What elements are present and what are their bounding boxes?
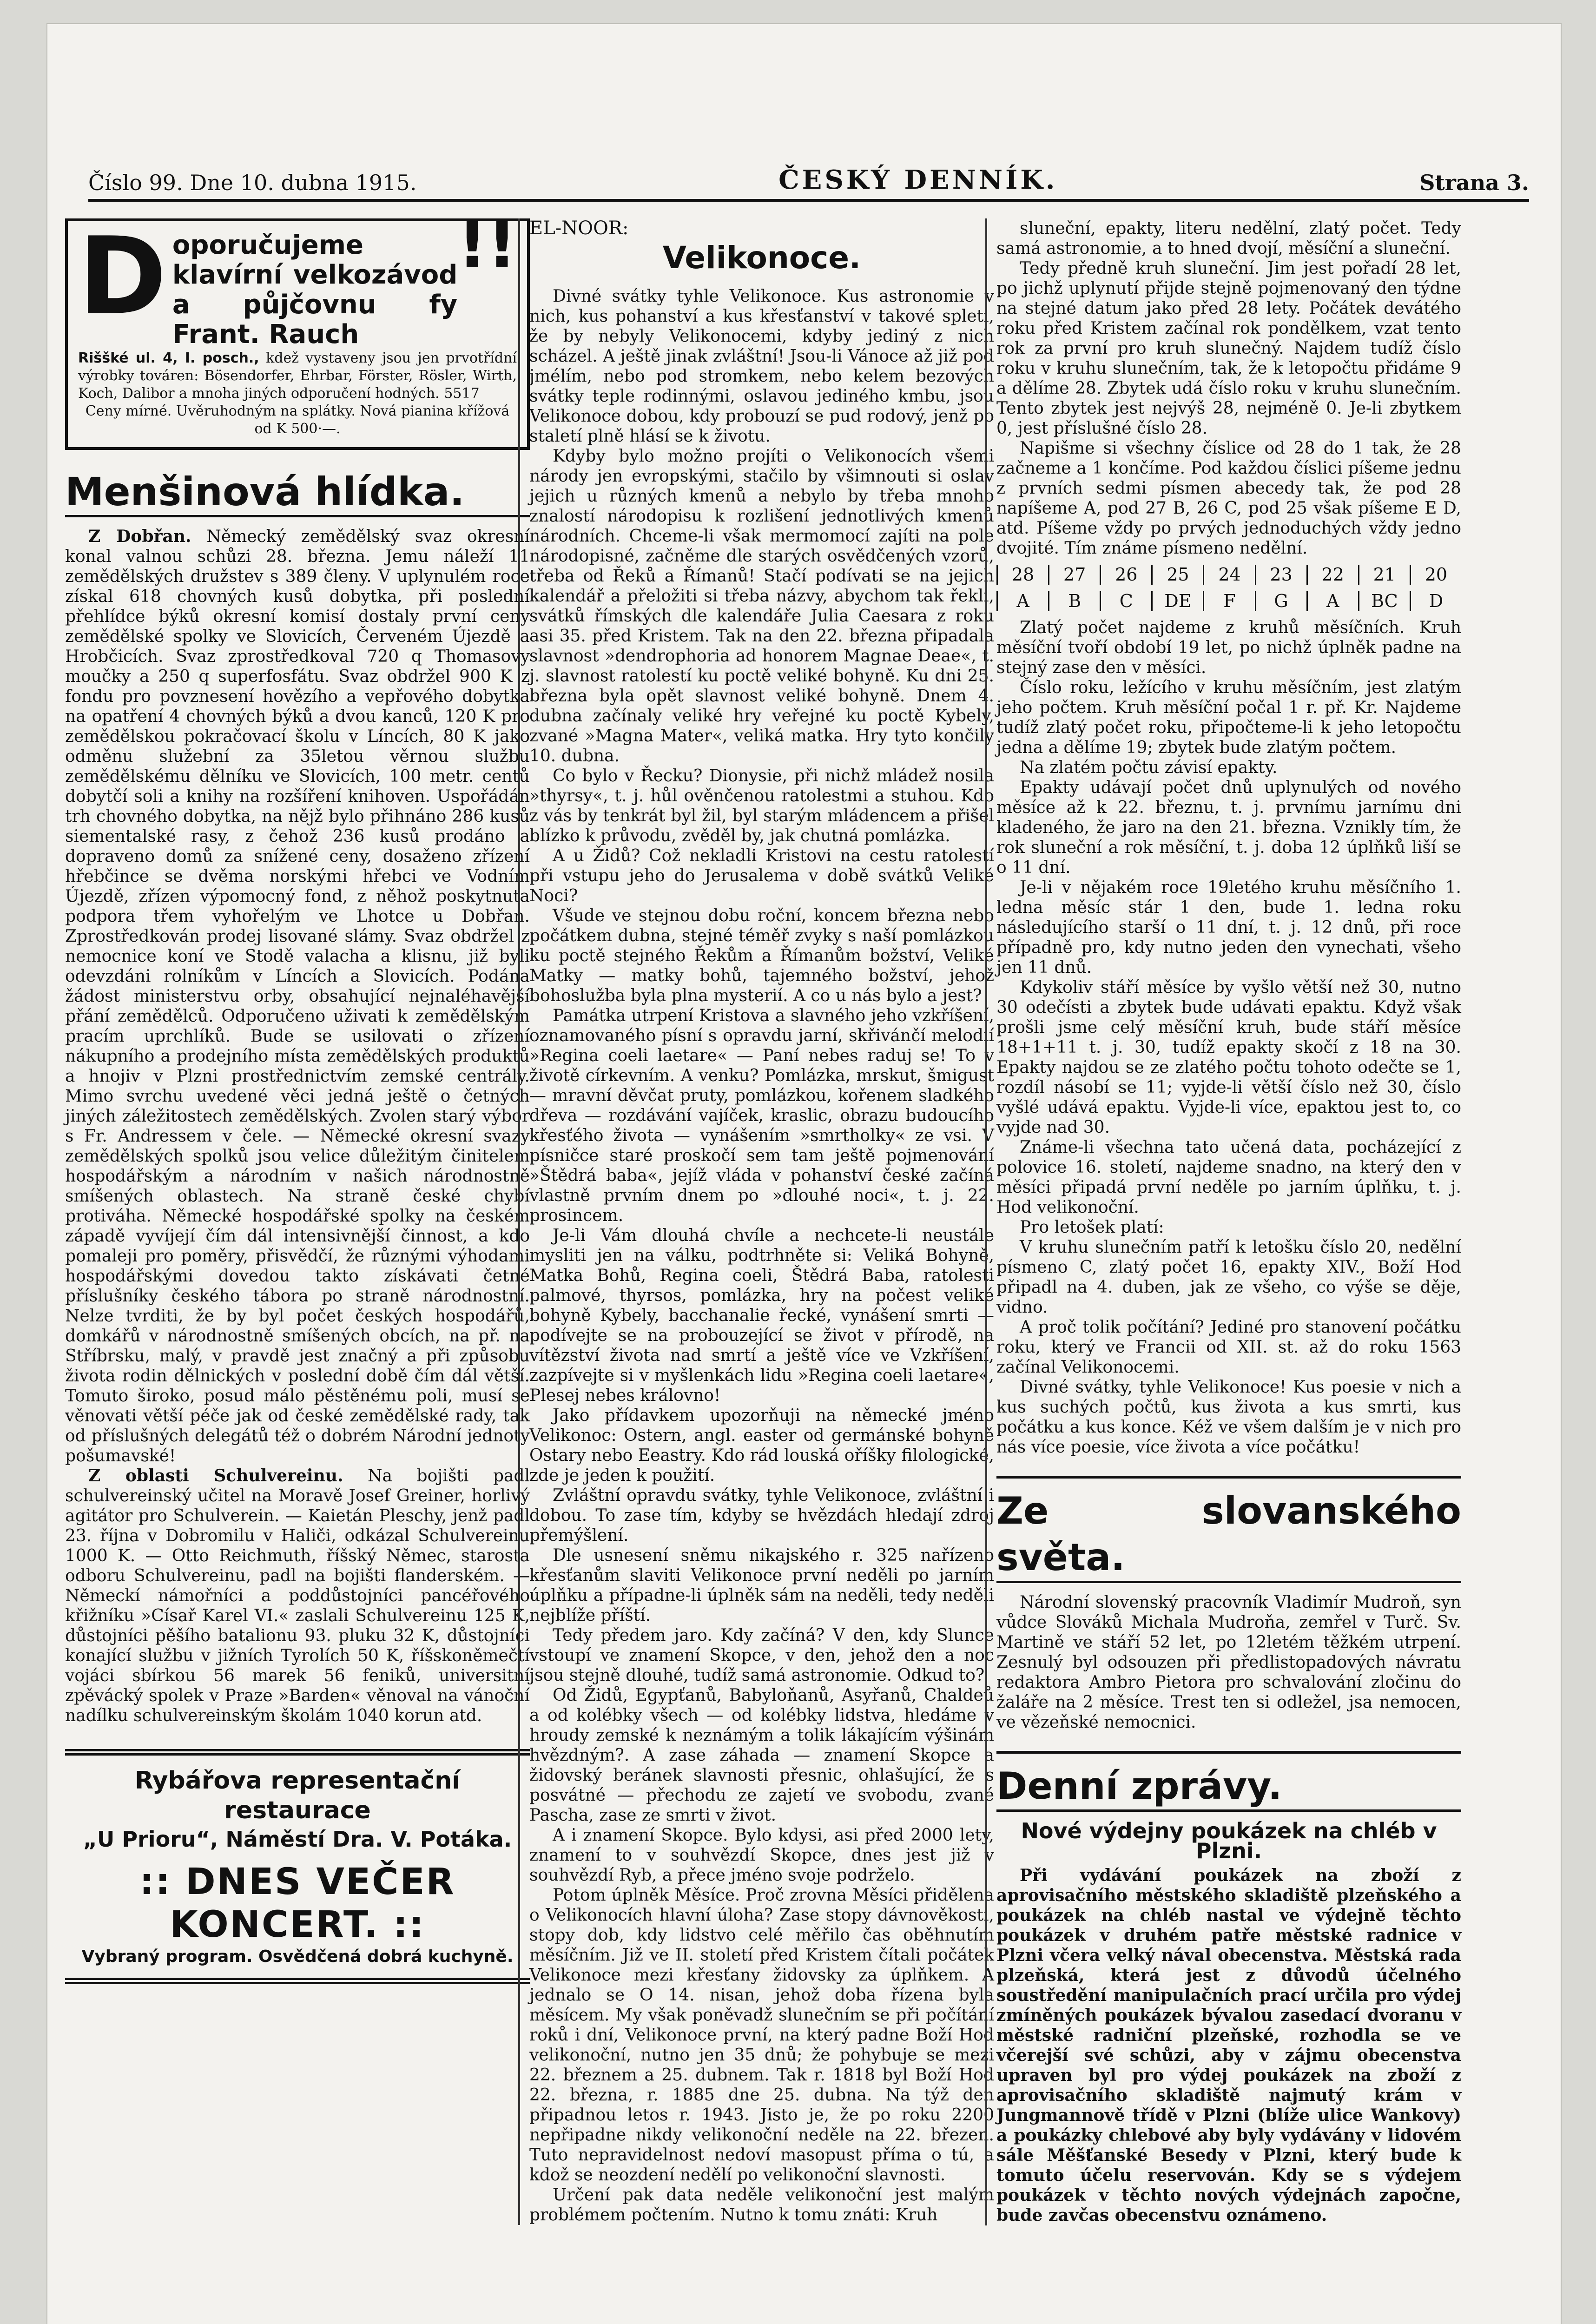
advert-piano [65, 207, 530, 450]
advert-address: Riššké ul. 4, I. posch., [78, 350, 259, 366]
article-body-continued-2 [996, 618, 1461, 1457]
news-subheading: Nové výdejny poukázek na chléb v Plzni. [1021, 1818, 1437, 1863]
cycle-number: 21 [1358, 565, 1410, 585]
paragraph: A u Židů? Což nekladli Kristovi na cestu ratolestí při vstupu jeho do Jerusalema v době svátků Veliké Noci? [529, 846, 994, 905]
paragraph: Dle usnesení sněmu nikajského r. 325 nařízeno křesťanům slaviti Velikonoce první neděli po jarním úplňku a případne-li úplněk sám na neděli, tedy neděli nejblíže příští. [529, 1546, 994, 1625]
issue-date: Číslo 99. Dne 10. dubna 1915. [88, 170, 417, 195]
cycle-number: 25 [1151, 565, 1203, 585]
paragraph-text: Na bojišti padl schulvereinský učitel na Moravě Josef Greiner, horlivý agitátor pro Schulverein. — Kaietán Pleschy, jenž padl 23. října v Dobromilu v Haliči, odkázal Schulvereinu 1000 K. — Otto Reichmuth, říšský Němec, starosta odboru Schulvereinu, padl na bojišti flanderském. — Německí námořníci a poddůstojníci pancéřového křižníku »Císař Karel VI.« zaslali Schulvereinu 125 K, důstojníci pěšího batalionu 93. pluku 32 K, důstojníci konající službu v jižních Tyrolích 50 K, říšskoněmečtí vojáci sbírkou 56 marek 56 feniků, universitní zpěvácký spolek v Praze »Barden« věnoval na vánoční nadílku schulvereinským školám 1040 korun atd. [65, 1466, 530, 1725]
paragraph: Na zlatém počtu závisí epakty. [1020, 758, 1278, 777]
cycle-number: 28 [996, 565, 1048, 585]
paragraph: Tedy předně kruh sluneční. Jim jest pořadí 28 let, po jichž uplynutí přijde stejně pojmenovaný den týdne na stejné datum jako před 28 lety. Počátek devátého roku před Kristem začínal rok pondělkem, vzat tento rok za první pro kruh slunečný. Najdem tudíž číslo roku v kruhu slunečním, tak, že k letopočtu přidáme 9 a dělíme 28. Zbytek udá číslo roku v kruhu slunečním. Tento zbytek jest nejvýš 28, nejméně 0. Je-li zbytkem 0, jest příslušné číslo 28. [996, 259, 1461, 438]
advert-headline: oporučujeme klavírní velkozávod a půjčovnu fy Frant. Rauch [172, 230, 458, 350]
newspaper-page [46, 23, 1562, 2324]
cycle-number: 26 [1100, 565, 1151, 585]
paragraph: A proč tolik počítání? Jediné pro stanovení počátku roku, který ve Francii od XII. st. až do roku 1563 začínal Velikonocemi. [996, 1318, 1461, 1377]
concert-announcement: :: DNES VEČER KONCERT. :: [139, 1861, 455, 1946]
paragraph: Všude ve stejnou dobu roční, koncem března nebo počátkem dubna, stejné téměř zvyky s naší pomlázkou ku poctě stejného Řekům a Římanům božství, Veliké Matky — matky bohů, tajemného božství, jehož bohoslužba byla plna mysterií. A co u nás bylo a jest? [529, 906, 994, 1005]
paragraph: Od Židů, Egypťanů, Babyloňanů, Asyřanů, Chaldeů a od kolébky všech — od kolébky lidstva, hledáme v hroudy zemské k neznámým a tolik lákajícím výšinám hvězdným?. A zase záhada — znamení Skopce a židovský beránek slavnosti přesnic, ohlašující, že s posvátné — přechodu ze zajetí ve svobodu, zvané Pascha, zase ze smrti v život. [529, 1686, 994, 1825]
masthead: ČESKÝ DENNÍK. [778, 165, 1058, 195]
article-body-continued [996, 218, 1461, 558]
article-paragraph [65, 527, 530, 1466]
paragraph: Co bylo v Řecku? Dionysie, při nichž mládež nosila »thyrsy«, t. j. hůl ověnčenou ratolestmi a stuhou. Kdo z vás by tenkrát byl žil, byl starým mládencem a přišel blízko k průvodu, zvěděl by, jak chutná pomlázka. [529, 766, 994, 845]
column-middle [518, 218, 994, 2225]
cycle-letter: F [1203, 591, 1254, 611]
section-title-mensinova: Menšinová hlídka. [65, 469, 530, 517]
paragraph: Divné svátky, tyhle Velikonoce! Kus poesie v nich a kus suchých počtů, kus života a kus smrti, kus počátku a kus konce. Kéž ve všem dalším je v nich pro nás více poesie, více života a více počátku! [996, 1378, 1461, 1457]
advert-initial: D [78, 215, 167, 339]
cycle-letter: B [1048, 591, 1100, 611]
paragraph-text: Německý zemědělský svaz okresní konal valnou schůzi 28. března. Jemu náleží 11 zemědělských družstev s 389 členy. V uplynulém roce získal 618 chovných kusů dobytka, při poslední přehlídce býků okresní komisí dostaly první ceny zemědělské spolky ve Slovicích, Červeném Újezdě a Hrobčicích. Svaz zprostředkoval 720 q Thomasovy moučky a 250 q superfosfátu. Svaz obdržel 900 K z fondu pro povznesení hovězího a vepřového dobytka na opatření 4 chovných býků a dvou kanců, 120 K pro zemědělskou pokračovací školu v Líncích, 80 K jako odměnu služební za 35letou věrnou službu zemědělskému dělníku ve Slovicích, 100 metr. centů dobytčí soli a knihy na rozšíření knihoven. Uspořádán trh chovného dobytka, na nějž bylo přihnáno 286 kusů siementalské rasy, z čehož 236 kusů prodáno a dopraveno domů za snížené ceny, dosaženo zřízení hřebčince se dvěma norskými hřebci ve Vodním Újezdě, zřízen výpomocný fond, z něhož poskytnuta podpora třem vyhořelým ve Lhotce u Dobřan. Zprostředkován prodej lisované slámy. Svaz obdržel z nemocnice koní ve Stodě valacha a klisnu, již byli odevzdáni rolníkům v Líncích a Slovicích. Podána žádost ministerstvu orby, obsahující nejnaléhavější přání zemědělců. Odporučeno uživati k zemědělským pracím uprchlíků. Bude se usilovati o zřízení nákupního a prodejního místa zemědělských produktů a hnojiv v Plzni prostřednictvím zemské centrály. Mimo svrchu uvedené věci jedná ještě o četných jiných záležitostech zemědělských. Zvolen starý výbor s Fr. Andressem v čele. — Německé okresní svazy zemědělských spolků jsou velice důležitým činitelem hospodářským a národním v našich národnostně smíšených oblastech. Na straně české chybí protiváha. Německé hospodářské spolky na českém západě vyvíjejí čím dál intensivnější činnost, a kdo pomaleji pro poměry, přisvědčí, že různými výhodami hospodářskými dovedou takto získávati četné příslušníky českého tábora po straně národnostní. Nelze tvrditi, že by byl počet českých hospodářů, domkářů v národnostně smíšených obcích, na př. na Stříbrsku, malý, v pravdě jest značný a při způsobu života rodin dělnických v poslední době čím dál větší. Tomuto široko, posud málo pěstěnému poli, musí se věnovati větší péče jak od české zemědělské rady, tak od příslušných delegátů též o dobrém Národní jednoty pošumavské! [65, 527, 530, 1466]
byline: EL-NOOR: [529, 218, 629, 239]
restaurant-address: „U Prioru“, Náměstí Dra. V. Potáka. [83, 1827, 512, 1852]
paragraph: Známe-li všechna tato učená data, pocházející z polovice 16. století, najdeme snadno, na který den v měsíci připadá první neděle po jarním úplňku, t. j. Hod velikonoční. [996, 1138, 1461, 1217]
paragraph: Divné svátky tyhle Velikonoce. Kus astronomie v nich, kus pohanství a kus křesťanství v takové spleti, že by nebyly Velikonocemi, kdyby jediný z nich scházel. A ještě jinak zvláštní! Jsou-li Vánoce až již pod jmélím, nebo pod stromkem, nebo kelem bezových svátky teple rodinnými, oslavou jediného kmbu, jsou Velikonoce dobou, kdy probouzí se pud rodový, jenž po staletí plně hlásí se k životu. [529, 287, 994, 446]
article-title-velikonoce: Velikonoce. [662, 240, 861, 276]
column-left [65, 207, 530, 1984]
paragraph: sluneční, epakty, literu nedělní, zlatý počet. Tedy samá astronomie, a to hned dvojí, měsíční a sluneční. [996, 219, 1461, 258]
paragraph: Zlatý počet najdeme z kruhů měsíčních. Kruh měsíční tvoří období 19 let, po nichž úplněk padne na stejný zase den v měsíci. [996, 618, 1461, 677]
advert-footer: Ceny mírné. Uvěruhodným na splátky. Nová pianina křížová od K 500·—. [85, 403, 510, 437]
cycle-number: 23 [1255, 565, 1306, 585]
cycle-number: 24 [1203, 565, 1254, 585]
paragraph: Určení pak data neděle velikonoční jest malým problémem počtením. Nutno k tomu znáti: Kruh [529, 2185, 994, 2225]
paragraph: Zvláštní opravdu svátky, tyhle Velikonoce, zvláštní i dobou. To zase tím, kdyby se hvězdách hledají zdroj přemýšlení. [529, 1486, 994, 1545]
cycle-number: 20 [1410, 565, 1461, 585]
dominical-cycle-numbers [996, 565, 1461, 585]
paragraph: Je-li Vám dlouhá chvíle a nechcete-li neustále mysliti jen na válku, podtrhněte si: Veliká Bohyně, Matka Bohů, Regina coeli, Štědrá Baba, ratolesti palmové, thyrsos, pomlázka, hry na počest veliké bohyně Kybely, bacchanalie řecké, vynášení smrti — podívejte se na probouzející se život v přírodě, na vítězství života nad smrtí a ještě více ve Vzkříšení, zazpívejte si v myšlenkách lidu »Regina coeli laetare«, Plesej nebes královno! [529, 1226, 994, 1405]
paragraph: Napišme si všechny číslice od 28 do 1 tak, že 28 začneme a 1 končíme. Pod každou číslici píšeme jednu z prvních sedmi písmen abecedy tak, že pod 28 napíšeme A, pod 27 B, 26 C, pod 25 však píšeme E D, atd. Píšeme vždy po prvých jednoduchých vždy jedno dvojité. Tím známe písmeno nedělní. [996, 439, 1461, 558]
cycle-letter: D [1410, 591, 1461, 611]
cycle-letter: A [1306, 591, 1358, 611]
cycle-number: 22 [1306, 565, 1358, 585]
cycle-letter: C [1100, 591, 1151, 611]
page-header [88, 149, 1529, 202]
cycle-letter: DE [1151, 591, 1203, 611]
section-title-slovanskeho: Ze slovanského světa. [996, 1476, 1461, 1583]
cycle-number: 27 [1048, 565, 1100, 585]
column-right [985, 218, 1461, 2225]
paragraph: Tedy předem jaro. Kdy začíná? V den, kdy Slunce vstoupí ve znamení Skopce, v den, jehož den a noc jsou stejně dlouhé, tudíž samá astronomie. Odkud to? [529, 1626, 994, 1685]
restaurant-tagline: Vybraný program. Osvědčená dobrá kuchyně. [81, 1947, 514, 1966]
paragraph: Epakty udávají počet dnů uplynulých od nového měsíce až k 22. březnu, t. j. prvnímu jarnímu dni kladeného, že jaro na den 21. března. Vznikly tím, že rok sluneční a rok měsíční, t. j. doba 12 úplňků liší se o 11 dní. [996, 778, 1461, 877]
restaurant-name: Rybářova representační restaurace [134, 1767, 461, 1824]
cycle-letter: BC [1358, 591, 1410, 611]
article-body [529, 286, 994, 2225]
place-label: Z Dobřan. [88, 527, 191, 546]
advert-exclaim: !! [457, 207, 517, 283]
paragraph: Jako přídavkem upozorňuji na německé jméno Velikonoc: Ostern, angl. easter od germánské bohyně Ostary nebo Eeastry. Kdo rád louská oříšky filologické, zde je jeden k použití. [529, 1406, 994, 1485]
slav-paragraph: Národní slovenský pracovník Vladimír Mudroň, syn vůdce Slováků Michala Mudroňa, zemřel v Turč. Sv. Martině ve stáří 52 let, po 12letém těžkém utrpení. Zesnulý byl odsouzen při předlistopadových návratu redaktora Ambro Pietora pro schvalování zločinu do žaláře na 2 měsíce. Trest ten si odležel, jsa nemocen, ve vězeňské nemocnici. [996, 1593, 1461, 1732]
paragraph: Kdykoliv stáří měsíce by vyšlo větší než 30, nutno 30 odečísti a zbytek bude udávati epaktu. Když však prošli jsme celý měsíční kruh, bude stáří měsíce 18+1+11 t. j. 30, tudíž epakty skočí z 18 na 30. Epakty najdou se ze zlatého počtu tohoto odečte se 1, rozdíl násobí se 11; vyjde-li větší číslo než 30, číslo vyšlé udává epaktu. Vyjde-li více, epaktou jest to, co vyjde nad 30. [996, 978, 1461, 1137]
page-number: Strana 3. [1419, 170, 1529, 195]
place-label: Z oblasti Schulvereinu. [88, 1466, 343, 1486]
paragraph: V kruhu slunečním patří k letošku číslo 20, nedělní písmeno C, zlatý počet 16, epakty XIV., Boží Hod připadl na 4. duben, jak ze všeho, co výše se děje, vidno. [996, 1238, 1461, 1317]
dominical-cycle-letters [996, 591, 1461, 611]
cycle-letter: G [1255, 591, 1306, 611]
paragraph: A i znamení Skopce. Bylo kdysi, asi před 2000 lety, znamení to v souhvězdí Skopce, dnes jest již v souhvězdí Ryb, a přece jméno svoje podrželo. [529, 1826, 994, 1885]
paragraph: Památka utrpení Kristova a slavného jeho vzkříšení, oznamovaného písní s opravdu jarní, skřivánčí melodií »Regina coeli laetare« — Paní nebes raduj se! To v životě církevním. A venku? Pomlázka, mrskut, šmigust — mravní děvčat pruty, pomlázkou, kořenem sladkého dřeva — rozdávání vajíček, kraslic, obrazu budoucího křesťého života — vynášením »smrtholky« ze vsi. V písničce staré proskočí sem tam ještě pojmenování »Štědrá baba«, jejíž vláda v pohanství české začíná vlastně prvním dnem po »dlouhé noci«, t. j. 22. prosincem. [529, 1006, 994, 1225]
cycle-letter: A [996, 591, 1048, 611]
article-paragraph [65, 1466, 530, 1726]
paragraph: Je-li v nějakém roce 19letého kruhu měsíčního 1. ledna měsíc stár 1 den, bude 1. ledna roku následujícího starší o 11 dní, t. j. 12 dnů, při roce případně pro, kdy nutno jeden den vynechati, všeho jen 11 dnů. [996, 878, 1461, 977]
paragraph: Potom úplněk Měsíce. Proč zrovna Měsíci přidělena o Velikonocích hlavní úloha? Zase stopy dávnověkosti, stopy dob, kdy lidstvo celé měřilo čas oběhnutím měsíčním. Již ve II. století před Kristem čítali počátek Velikonoce mezi křesťany židovsky za úplňkem. A jednalo se O 14. nisan, jehož doba řízena byla měsícem. My však poněvadž slunečním se při počítání roků i dní, Velikonoce první, na který padne Boží Hod velikonoční, nutno jen 35 dnů; že pohybuje se mezi 22. březnem a 25. dubnem. Tak r. 1818 byl Boží Hod 22. března, r. 1885 dne 25. dubna. Na týž den připadnou letos r. 1943. Jisto je, že po roku 2200 nepřipadne nikdy velikonoční neděle na 22. březen. Tuto nepravidelnost nedoví masopust příma o tú, a kdož se neozdení nedělí po velikonoční slavnosti. [529, 1886, 994, 2185]
news-paragraph: Při vydávání poukázek na zboží z aprovisačního městského skladiště plzeňského a poukázek na chléb nastal ve výdejně těchto poukázek v druhém patře městské radnice v Plzni včera velký nával obecenstva. Městská rada plzeňská, která jest z důvodů účelného soustředění manipulačních prací určila pro výdej zmíněných poukázek bývalou zasedací dvoranu v městské radniční plzeňské, rozhodla se ve včerejší své schůzi, aby v zájmu obecenstva upraven byl pro výdej poukázek na zboží z aprovisačního skladiště najmutý krám v Jungmannově třídě v Plzni (blíže ulice Wankovy) a poukázky chlebové aby byly vydávány v lidovém sále Měšťanské Besedy v Plzni, který bude k tomuto účelu reservován. Kdy se s výdejem poukázek v těchto nových výdejnách započne, bude zavčas obecenstvu oznámeno. [996, 1866, 1461, 2225]
paragraph: Číslo roku, ležícího v kruhu měsíčním, jest zlatým jeho počtem. Kruh měsíční počal 1 r. př. Kr. Najdeme tudíž zlatý počet roku, připočteme-li k jeho letopočtu jedna a dělíme 19; zbytek bude zlatým počtem. [996, 678, 1461, 757]
advert-body: kdež vystaveny jsou jen prvotřídní výrobky továren: Bösendorfer, Ehrbar, Förster, Rösler, Wirth, Koch, Dalibor a mnoha jiných odporučení hodných. 5517 [78, 350, 517, 402]
section-title-denni: Denní zprávy. [996, 1751, 1461, 1812]
paragraph: Kdyby bylo možno projíti o Velikonocích všemi národy jen evropskými, stačilo by všimnouti si oslav jejich u různých kmenů a nebylo by třeba mnoho znalostí národopisu k rozlišení jednotlivých kmenů národních. Chceme-li však mermomocí zajíti na pole národopisné, začněme dle starých osvědčených vzorů, třeba od Řeků a Římanů! Stačí podívati se na jejich kalendář a přeložiti si třeba názvy, abychom tak řekli, svátků římských dle kalendáře Julia Caesara z roku asi 35. před Kristem. Tak na den 22. března připadala slavnost »dendrophoria ad honorem Magnae Deae«, t. j. slavnost ratolestí ku poctě veliké bohyně. Ku dni 25. března byla opět slavnost veliké bohyně. Dnem 4. dubna začínaly veliké hry veřejné ku poctě Kybely, zvané »Magna Mater«, veliká matka. Hry tyto končily 10. dubna. [529, 447, 994, 766]
paragraph: Pro letošek platí: [1020, 1218, 1164, 1237]
advert-restaurant [65, 1749, 530, 1984]
